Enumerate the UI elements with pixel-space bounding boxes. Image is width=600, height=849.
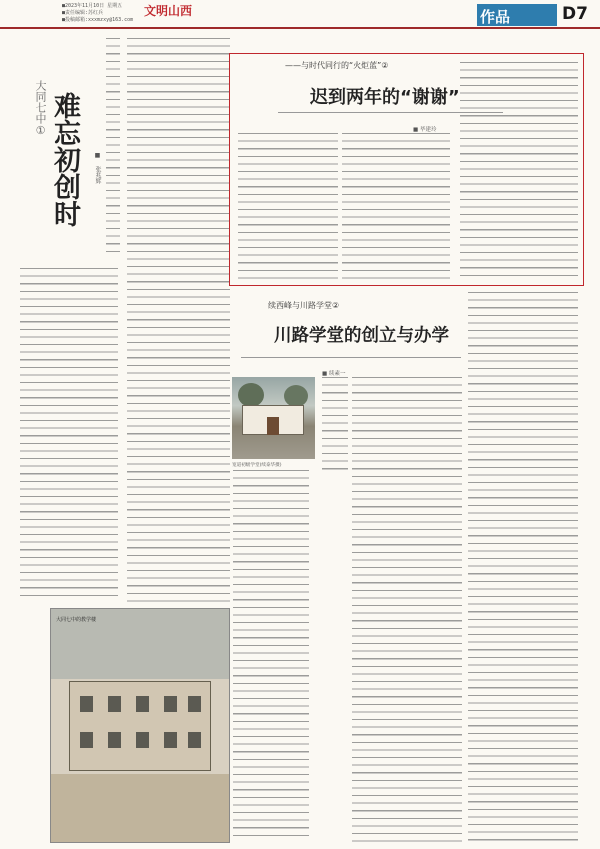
article3-body-col2 <box>352 377 462 843</box>
section-label: 作品 <box>480 8 511 26</box>
article3-byline: ■ 续素一 <box>322 371 346 377</box>
header-email: ■投稿邮箱:xxxmzxy@163.com <box>62 17 134 23</box>
photo1-caption: 宽道初级学堂(续泰华摄) <box>232 463 282 468</box>
school-building-photo <box>50 608 230 843</box>
article3-kicker: 续西峰与川路学堂② <box>268 301 340 310</box>
article2-body-col1 <box>238 133 338 280</box>
article3-body-col1a <box>322 377 348 470</box>
article2-body-col3 <box>460 62 578 280</box>
article3-body-col3 <box>468 292 578 844</box>
page-number: D7 <box>562 4 588 24</box>
school-gate-photo <box>232 377 315 459</box>
article1-title: 难忘初创时 <box>49 92 80 227</box>
masthead-logo: 文明山西 <box>144 4 193 18</box>
header-rule <box>0 27 600 29</box>
article3-title: 川路学堂的创立与办学 <box>274 326 449 346</box>
article1-body-col0 <box>106 38 120 256</box>
header-editor: ■责任编辑:苏红兵 <box>62 10 104 16</box>
article1-body-col1 <box>20 268 118 602</box>
article1-body-col3 <box>233 470 309 842</box>
article3-title-rule <box>241 357 461 358</box>
article2-byline: ■ 毕建玲 <box>413 127 437 133</box>
article2-body-col2 <box>342 133 450 280</box>
article1-body-col2 <box>127 38 230 604</box>
article2-title: 迟到两年的“谢谢” <box>310 87 460 108</box>
header-date: ■2023年11月10日 星期五 <box>62 3 123 9</box>
photo2-caption: 大同七中的教学楼 <box>56 617 97 623</box>
article1-byline: ■ 张兆辉 <box>94 152 101 184</box>
article2-kicker: ——与时代同行的“火炬蓝”② <box>285 61 389 70</box>
article1-kicker: 大同七中① <box>34 80 47 137</box>
